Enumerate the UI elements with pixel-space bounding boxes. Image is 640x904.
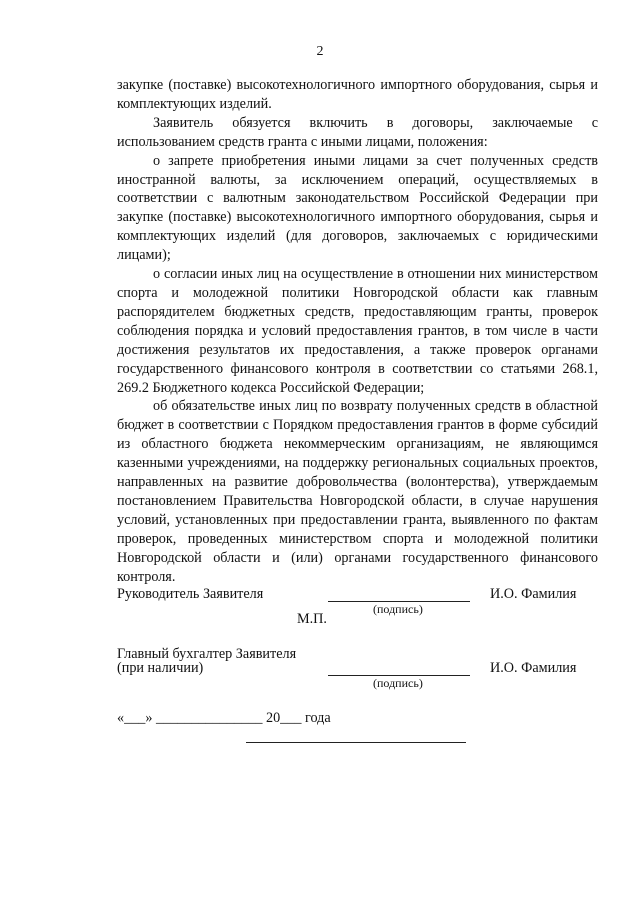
accountant-label-note: (при наличии) bbox=[117, 660, 204, 676]
paragraph: о согласии иных лиц на осуществление в отношении них министерством спорта и молодежной политики Новгородской области как главным распорядителем бюджетных средств, предоставляющим гранты, проверок соблюдения порядка и условий предоставления грантов, в том числе в части достижения результатов их предоставления, а также проверок органами государственного финансового контроля в соответствии со статьями 268.1, 269.2 Бюджетного кодекса Российской Федерации; bbox=[117, 266, 598, 396]
accountant-signature-hint: (подпись) bbox=[373, 676, 423, 690]
page-number: 2 bbox=[316, 44, 324, 59]
accountant-name: И.О. Фамилия bbox=[490, 660, 577, 676]
head-name: И.О. Фамилия bbox=[490, 586, 577, 602]
paragraph: об обязательстве иных лиц по возврату полученных средств в областной бюджет в соответствии с Порядком предоставления грантов в форме субсидий из областного бюджета некоммерческим организациям, не являющимся казенными учреждениями, на поддержку региональных социальных проектов, направленных на развитие добровольчества (волонтерства), утверждаемым постановлением Правительства Новгородской области, в случае нарушения условий, установленных при предоставлении гранта, выявленного по фактам проверок, проведенных министерством спорта и молодежной политики Новгородской области и (или) органами государственного финансового контроля. bbox=[117, 398, 598, 585]
paragraph: Заявитель обязуется включить в договоры, заключаемые с использованием средств гранта с иными лицами, положения: bbox=[117, 114, 598, 150]
stamp-label: М.П. bbox=[297, 611, 327, 627]
paragraph: о запрете приобретения иными лицами за счет полученных средств иностранной валюты, за исключением операций, осуществляемых в соответствии с валютным законодательством Российской Федерации при закупке (поставке) высокотехнологичного импортного оборудования, сырья и комплектующих изделий (для договоров, заключаемых с юридическими лицами); bbox=[117, 152, 598, 264]
date-line: «___» _______________ 20___ года bbox=[117, 710, 331, 726]
accountant-label: Главный бухгалтер Заявителя bbox=[117, 646, 297, 662]
head-label: Руководитель Заявителя bbox=[117, 586, 264, 602]
paragraph: закупке (поставке) высокотехнологичного импортного оборудования, сырья и комплектующих изделий. bbox=[117, 77, 598, 112]
bottom-rule bbox=[246, 742, 466, 743]
head-signature-hint: (подпись) bbox=[373, 602, 423, 616]
document-body bbox=[117, 76, 598, 586]
